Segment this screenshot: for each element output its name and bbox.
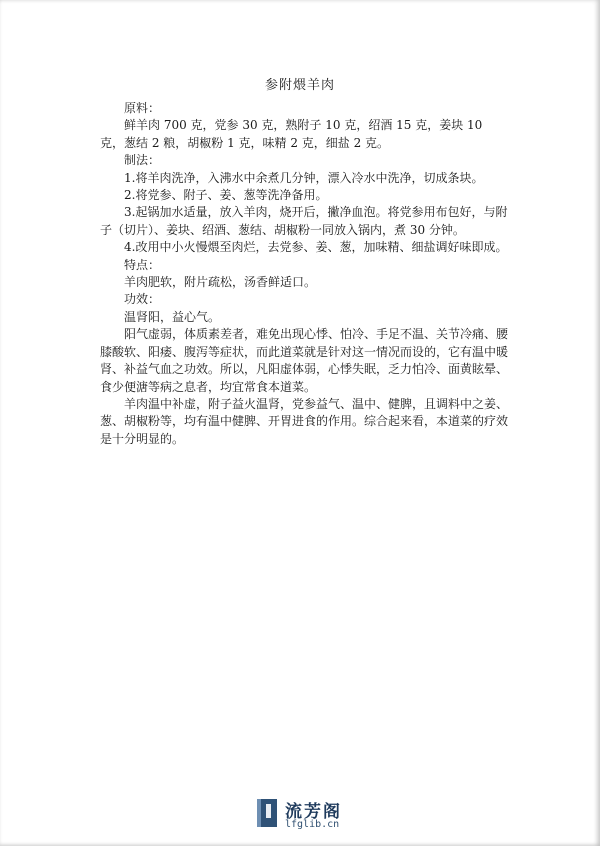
efficacy-paragraph-2: 羊肉温中补虚，附子益火温肾，党参益气、温中、健脾，且调料中之姜、葱、胡椒粉等，均有温中健脾、开胃进食的作用。综合起来看，本道菜的疗效是十分明显的。 bbox=[100, 396, 509, 446]
features-text: 羊肉肥软，附片疏松，汤香鲜适口。 bbox=[124, 275, 317, 290]
watermark-url: lfglib.cn bbox=[285, 819, 340, 830]
site-watermark-logo bbox=[255, 795, 355, 835]
section-heading-features: 特点： bbox=[124, 257, 161, 272]
ingredients-text: 鲜羊肉 700 克，党参 30 克，熟附子 10 克，绍酒 15 克，姜块 10 克，葱结 2 粮，胡椒粉 1 克，味精 2 克，细盐 2 克。 bbox=[100, 118, 483, 150]
efficacy-summary: 温肾阳，益心气。 bbox=[124, 309, 221, 324]
method-step-2: 2.将党参、附子、姜、葱等洗净备用。 bbox=[124, 188, 328, 203]
method-step-3: 3.起锅加水适量，放入羊肉，烧开后，撇净血泡。将党参用布包好，与附子（切片）、姜块、绍酒、葱结、胡椒粉一同放入锅内，煮 30 分钟。 bbox=[100, 205, 508, 237]
book-icon bbox=[257, 799, 277, 827]
recipe-body bbox=[100, 100, 510, 448]
watermark-name: 流芳阁 bbox=[285, 802, 342, 822]
section-heading-ingredients: 原料： bbox=[124, 101, 161, 115]
section-heading-efficacy: 功效： bbox=[124, 292, 161, 307]
efficacy-paragraph-1: 阳气虚弱，体质素差者，难免出现心悸、怕冷、手足不温、关节冷痛、腰膝酸软、阳痿、腹泻等症状，而此道菜就是针对这一情况而设的，它有温中暖肾、补益气血之功效。所以，凡阳虚体弱，心悸失眠，乏力怕冷、面黄眩晕、食少便溏等病之息者，均宜常食本道菜。 bbox=[100, 327, 509, 394]
method-step-4: 4.改用中小火慢煨至肉烂，去党参、姜、葱，加味精、细盐调好味即成。 bbox=[124, 240, 508, 255]
section-heading-method: 制法： bbox=[124, 153, 161, 168]
recipe-title: 参附煨羊肉 bbox=[264, 78, 335, 93]
method-step-1: 1.将羊肉洗净，入沸水中余煮几分钟，漂入冷水中洗净，切成条块。 bbox=[124, 170, 484, 185]
